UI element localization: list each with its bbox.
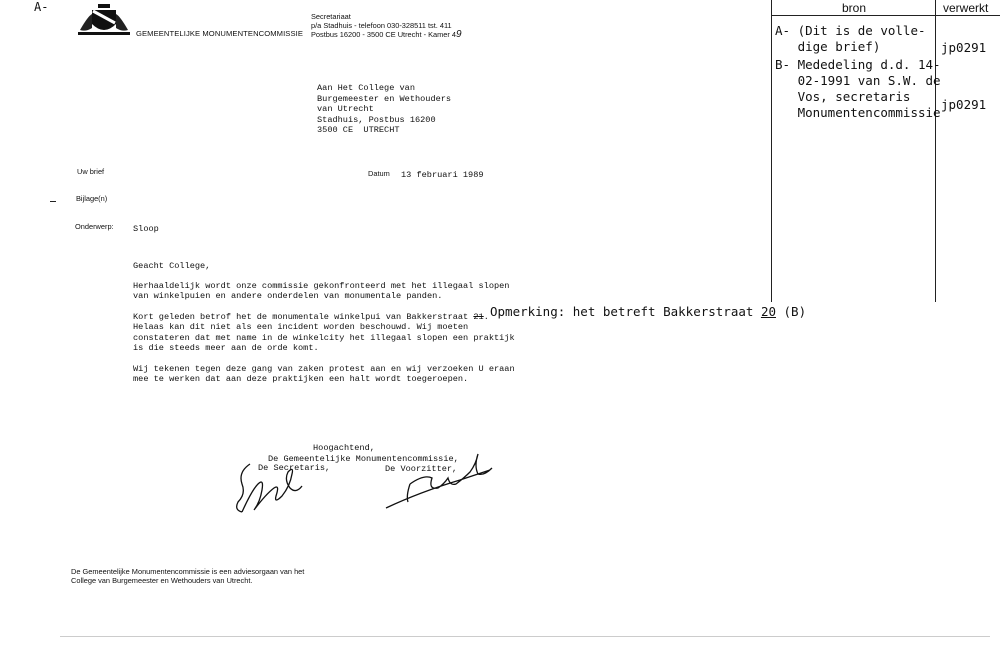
closing-chair: De Voorzitter, [385, 464, 458, 474]
bron-line: B- Mededeling d.d. 14- [775, 57, 941, 72]
secretariat-block [311, 12, 462, 39]
secretariat-line: Postbus 16200 - 3500 CE Utrecht - Kamer 49 [311, 29, 462, 40]
page-marker: A- [34, 0, 49, 14]
recipient-line: van Utrecht [317, 104, 374, 114]
datum-value: 13 februari 1989 [401, 170, 484, 180]
recipient-line: Aan Het College van [317, 83, 415, 93]
recipient-line: Stadhuis, Postbus 16200 [317, 114, 436, 125]
footer-line: College van Burgemeester en Wethouders van Utrecht. [71, 576, 253, 585]
body-line: mee te werken dat aan deze praktijken een halt wordt toegeroepen. [133, 374, 469, 384]
footer-note [71, 567, 304, 585]
table-header-rule [771, 15, 1000, 16]
bron-line: Vos, secretaris [775, 89, 911, 104]
recipient-address [317, 83, 451, 136]
coat-of-arms-logo [78, 2, 130, 38]
struck-house-number: 21 [473, 311, 484, 322]
datum-label: Datum [368, 169, 390, 178]
table-row-b-verwerkt: jp0291 [941, 97, 987, 112]
annotation-opmerking: Opmerking: het betreft Bakkerstraat 20 (B) [490, 304, 807, 319]
closing-greeting: Hoogachtend, [313, 443, 375, 453]
closing-org: De Gemeentelijke Monumentencommissie, [268, 454, 459, 464]
recipient-line: Burgemeester en Wethouders [317, 93, 452, 104]
onderwerp-label: Onderwerp: [75, 222, 114, 231]
salutation: Geacht College, [133, 261, 211, 271]
bron-line: A- (Dit is de volle- [775, 23, 926, 38]
closing-secretary: De Secretaris, [258, 463, 331, 473]
annotation-number: 20 [760, 304, 776, 319]
uw-brief-label: Uw brief [77, 167, 105, 176]
secretariat-line: p/a Stadhuis - telefoon 030-328511 tst. 411 [311, 21, 452, 30]
body-line: Kort geleden betrof het de monumentale winkelpui van Bakkerstraat 21. [133, 311, 489, 322]
table-left-border [771, 0, 772, 302]
table-column-divider [935, 0, 936, 302]
bron-line: Monumentencommissie [775, 105, 941, 120]
table-row-a-bron [775, 23, 926, 55]
body-line: Helaas kan dit niet als een incident worden beschouwd. Wij moeten [133, 322, 469, 332]
onderwerp-value: Sloop [133, 224, 159, 234]
table-header-bron: bron [842, 1, 867, 15]
bron-line: dige brief) [775, 39, 881, 54]
body-line: Wij tekenen tegen deze gang van zaken protest aan en wij verzoeken U eraan [133, 363, 515, 374]
secretariat-line: Secretariaat [311, 12, 351, 21]
bijlage-label: Bijlage(n) [76, 194, 108, 203]
table-row-b-bron [775, 57, 941, 121]
fold-mark [50, 201, 56, 202]
org-name: GEMEENTELIJKE MONUMENTENCOMMISSIE [136, 29, 304, 38]
letter-body [133, 261, 515, 385]
chair-signature [380, 444, 500, 514]
table-row-a-verwerkt: jp0291 [941, 40, 987, 55]
bron-line: 02-1991 van S.W. de [775, 73, 941, 88]
recipient-line: 3500 CE UTRECHT [317, 125, 400, 135]
body-line: Herhaaldelijk wordt onze commissie gekonfronteerd met het illegaal slopen [133, 280, 510, 291]
secretary-signature [232, 450, 312, 522]
table-header-verwerkt: verwerkt [943, 1, 989, 15]
body-line: is die steeds meer aan de orde komt. [133, 343, 319, 353]
footer-line: De Gemeentelijke Monumentencommissie is een adviesorgaan van het [71, 567, 305, 576]
room-number-handwritten: 9 [456, 29, 462, 40]
body-line: van winkelpuien en andere onderdelen van monumentale panden. [133, 291, 443, 301]
scan-edge [60, 636, 990, 637]
body-line: constateren dat met name in de winkelcity het illegaal slopen een praktijk [133, 332, 515, 343]
